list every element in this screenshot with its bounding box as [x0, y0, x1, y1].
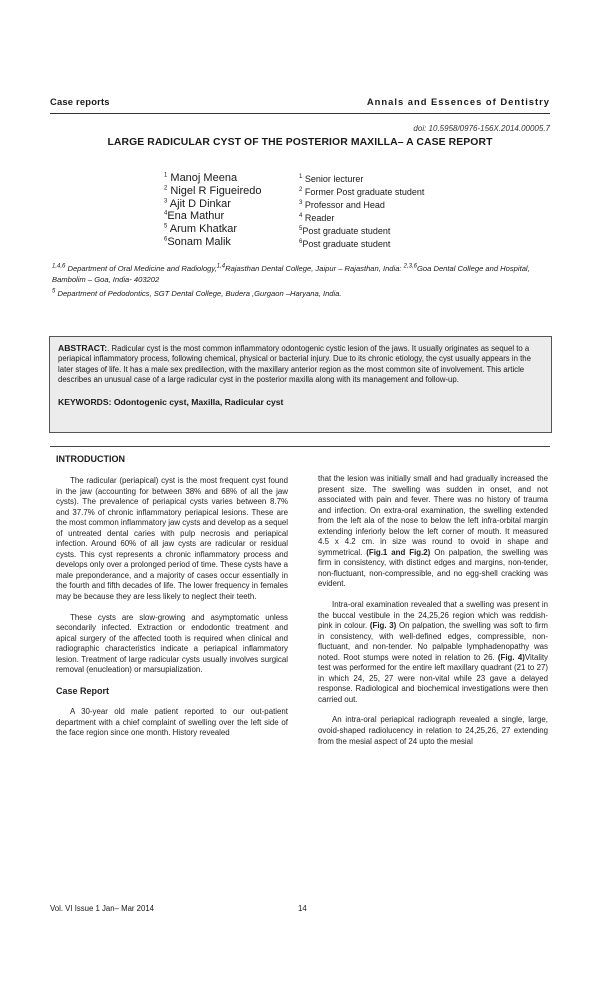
- figure-reference: (Fig. 3): [369, 621, 397, 631]
- affiliation: $^2$ Former Post graduate student: [299, 187, 425, 198]
- affiliation: $^3$ Professor and Head: [299, 200, 385, 211]
- affiliation: $^4$ Reader: [299, 213, 335, 224]
- journal-name: Annals and Essences of Dentistry: [366, 96, 550, 107]
- author: $^3$ Ajit D Dinkar: [164, 197, 231, 210]
- case-report-heading: Case Report: [56, 685, 110, 696]
- department-line-2: $^5$ Department of Pedodontics, SGT Dental College, Budera ,Gurgaon –Haryana, India.: [52, 288, 342, 299]
- introduction-heading: INTRODUCTION: [56, 454, 125, 464]
- paragraph: Intra-oral examination revealed that a swelling was present in the buccal vestibule in the 24,25,26 region which was reddish-pink in colour. (Fig. 3) On palpation, the swelling was soft to firm in consistency, with well-defined edges, compressible, non-fluctuant, and non-tender. No palpable lymphadenopathy was noted. Root stumps were noted in relation to 26. (Fig. 4)Vitality test was performed for the entire left maxillary quadrant (21 to 27) in which 24, 25, 27 were non-vital while 23 gave a delayed response. Radiological and biochemical investigations were then carried out.: [318, 600, 548, 704]
- header-rule: [50, 113, 550, 114]
- department-affiliations: [52, 264, 552, 300]
- abstract: [58, 343, 544, 386]
- abstract-body: . Radicular cyst is the most common inflammatory odontogenic cystic lesion of the jaws. It usually originates as sequel to a periapical inflammatory process, following chemical, physical or bacterial injury. Due to its chronic etiology, the cyst usually appears in the later stages of life. It has a male sex predilection, with the maxillary anterior region as the most common site of involvement. This article describes an unusual case of a large radicular cyst in the posterior maxilla along with its management and follow-up.: [58, 344, 531, 385]
- author: $^5$ Arum Khatkar: [164, 223, 238, 236]
- affiliation: $^6$Post graduate student: [299, 239, 391, 250]
- keywords: [58, 397, 544, 407]
- figure-reference: (Fig.1 and Fig.2): [366, 547, 431, 557]
- left-column: [56, 476, 288, 749]
- paragraph: These cysts are slow-growing and asymptomatic unless secondarily infected. Extraction or endodontic treatment and apical surgery of the affected tooth is required when clinical and radiographic characteristics indicate a periapical inflammatory lesion. Treatment of large radicular cysts usually involves surgical removal (enucleation) or marsupialization.: [56, 612, 288, 675]
- author: $^2$ Nigel R Figueiredo: [164, 184, 262, 197]
- paragraph: The radicular (periapical) cyst is the most frequent cyst found in the jaw (accounting for between 38% and 68% of all the jaw cysts). The prevalence of periapical cysts varies between 8.7% and 37.7% of chronic inflammatory periapical lesions. These are the most common inflammatory jaw cysts and develop as a sequel of untreated dental caries with pulp necrosis and periapical infection. Around 60% of all jaw cysts are radicular or residual cysts. This cyst represents a chronic inflammatory process and develops only over a prolonged period of time. These cysts have a male preponderance, and a majority of cases occur essentially in the fourth and fifth decades of life. The lower frequency in females may be because they are less likely to neglect their teeth.: [56, 476, 289, 602]
- abstract-box: [49, 336, 552, 433]
- affiliation: $^5$Post graduate student: [299, 226, 391, 237]
- figure-reference: (Fig. 4): [497, 652, 525, 662]
- keywords-list: Odontogenic cyst, Maxilla, Radicular cyst: [111, 396, 284, 407]
- header-section-label: Case reports: [50, 96, 110, 107]
- page-number: 14: [298, 904, 307, 913]
- paragraph: An intra-oral periapical radiograph revealed a single, large, ovoid-shaped radiolucency in relation to 24,25,26, 27 extending from the mesial aspect of 24 upto the mesial: [318, 715, 548, 746]
- author: $^4$Ena Mathur: [164, 210, 225, 223]
- paragraph: that the lesion was initially small and had gradually increased the present size. The swelling was sudden in onset, and not associated with pain and fever. There was no history of trauma and infection. On extra-oral examination, the swelling extended from the left ala of the nose to below the left infra-orbital margin extending inferiorly below the left corner of mouth. It measured 4.5 x 4.2 cm. in size was round to ovoid in shape and symmetrical. (Fig.1 and Fig.2) On palpation, the swelling was firm in consistency, with distinct edges and margins, non-tender, non-fluctuant, non-compressible, and no egg-shell cracking was evident.: [318, 474, 548, 589]
- running-header: [50, 96, 550, 110]
- author-list: [164, 172, 262, 249]
- author: $^1$ Manoj Meena: [164, 172, 238, 184]
- abstract-label: ABSTRACT:: [58, 343, 108, 353]
- paragraph: A 30-year old male patient reported to our out-patient department with a chief complaint of swelling over the left side of the face region since one month. History revealed: [56, 707, 288, 738]
- affiliation-list: [299, 173, 424, 252]
- footer-issue: Vol. VI Issue 1 Jan– Mar 2014: [50, 904, 155, 913]
- doi[interactable]: doi: 10.5958/0976-156X.2014.00005.7: [413, 124, 550, 133]
- right-column: [318, 474, 548, 757]
- keywords-label: KEYWORDS:: [58, 396, 112, 407]
- author: $^6$Sonam Malik: [164, 235, 231, 248]
- paper-title: LARGE RADICULAR CYST OF THE POSTERIOR MAXILLA– A CASE REPORT: [107, 137, 493, 148]
- department-line-1: $^{1,4,6}$ Department of Oral Medicine and Radiology,$^{1,4}$Rajasthan Dental College, Jaipur – Rajasthan, India: $^{2,3,6}$Goa Dental College and Hospital, Bambolim – Goa, India- 403202: [52, 263, 530, 284]
- section-rule: [50, 446, 550, 447]
- affiliation: $^1$ Senior lecturer: [299, 174, 364, 184]
